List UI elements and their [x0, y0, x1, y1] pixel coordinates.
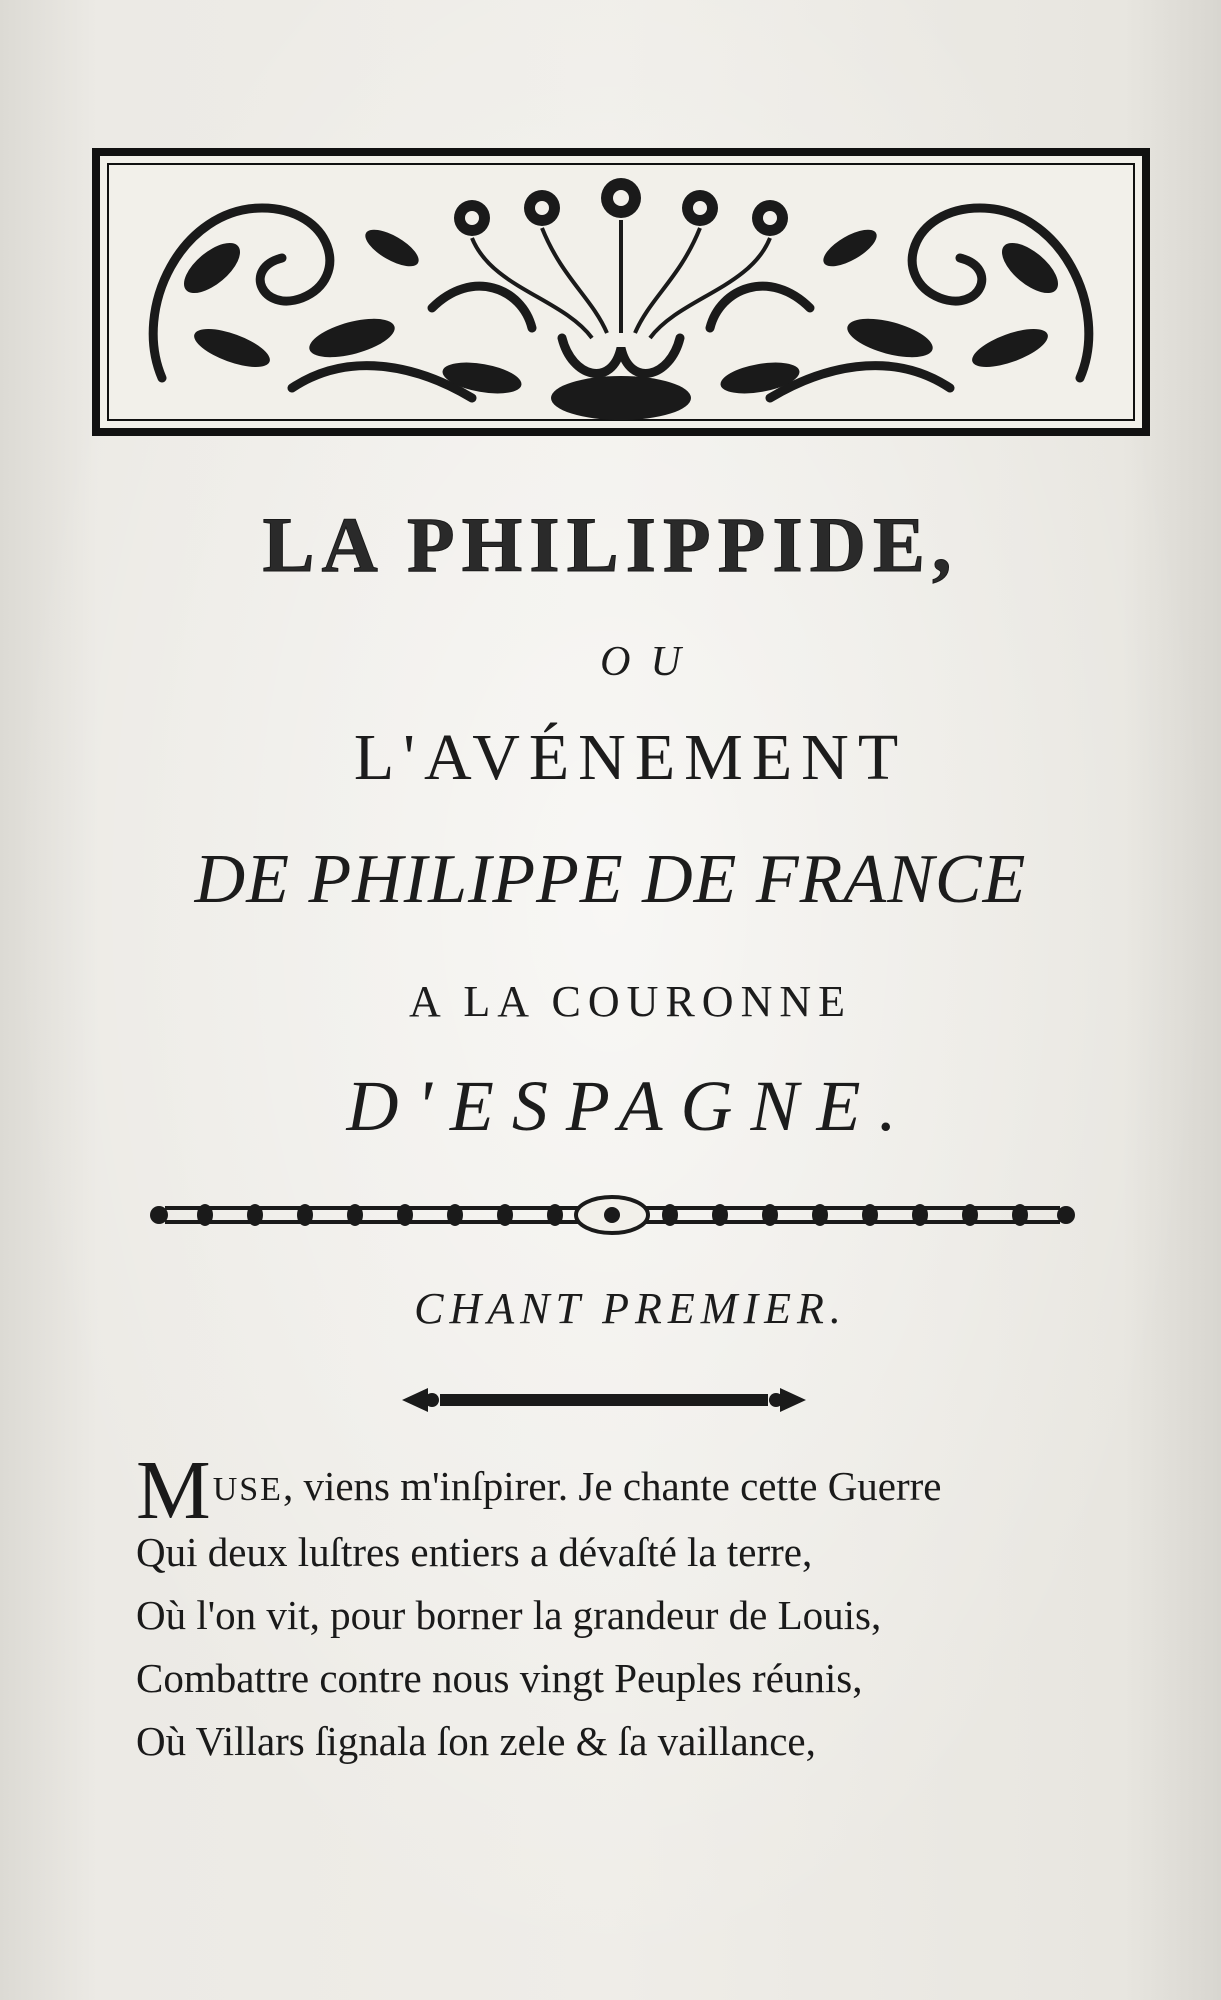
title-avenement: L'AVÉNEMENT: [353, 721, 908, 794]
title-espagne: D'ESPAGNE.: [346, 1066, 915, 1146]
drop-cap: M: [136, 1444, 211, 1537]
verse-block: [136, 1444, 1096, 1773]
verse-line: Où Villars ſignala ſon zele & ſa vaillance,: [136, 1718, 816, 1764]
verse-line: [136, 1444, 1096, 1537]
floral-headpiece-ornament: [92, 148, 1150, 436]
verse-line: Qui deux luſtres entiers a dévaſté la terre,: [136, 1529, 813, 1575]
chain-ornament-rule: [145, 1190, 1080, 1240]
title-ou: OU: [600, 639, 701, 685]
verse-line: Combattre contre nous vingt Peuples réunis,: [136, 1655, 863, 1701]
title-couronne: A LA COURONNE: [408, 977, 853, 1026]
title-main: LA PHILIPPIDE,: [262, 501, 959, 588]
short-fleuron-rule: [398, 1380, 810, 1420]
verse-first-line: , viens m'inſpirer. Je chante cette Guerre: [282, 1463, 942, 1509]
title-philippe: DE PHILIPPE DE FRANCE: [194, 841, 1027, 918]
chant-heading: CHANT PREMIER.: [414, 1284, 847, 1333]
verse-line: Où l'on vit, pour borner la grandeur de Louis,: [136, 1592, 882, 1638]
verse-smallcaps: USE: [212, 1471, 283, 1508]
